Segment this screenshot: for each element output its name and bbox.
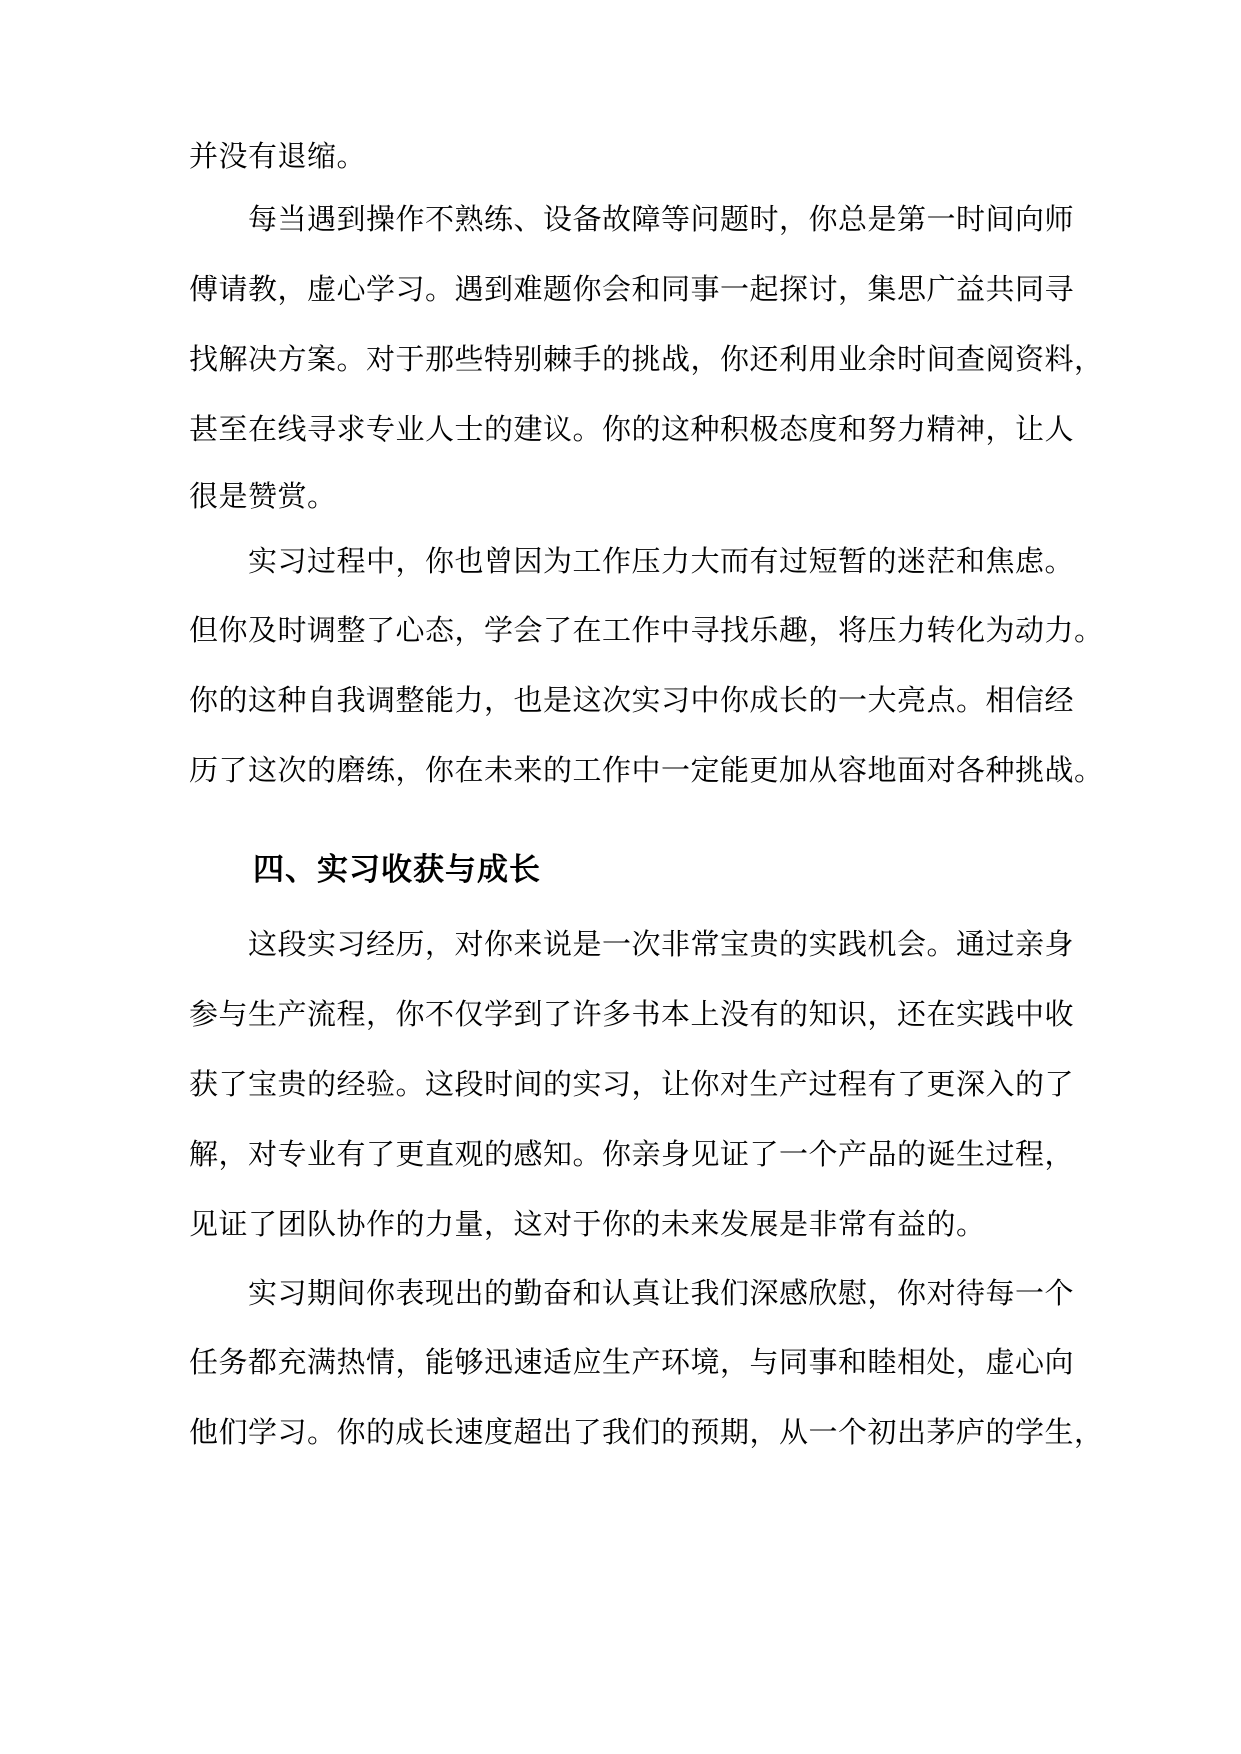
paragraph-line: 他们学习。你的成长速度超出了我们的预期，从一个初出茅庐的学生，	[189, 1415, 1104, 1449]
paragraph-line: 任务都充满热情，能够迅速适应生产环境，与同事和睦相处，虚心向	[189, 1345, 1075, 1379]
paragraph-line: 但你及时调整了心态，学会了在工作中寻找乐趣，将压力转化为动力。	[189, 613, 1104, 647]
paragraph-line: 这段实习经历，对你来说是一次非常宝贵的实践机会。通过亲身	[248, 927, 1075, 961]
paragraph-line: 并没有退缩。	[189, 139, 367, 173]
paragraph-line: 傅请教，虚心学习。遇到难题你会和同事一起探讨，集思广益共同寻	[189, 272, 1075, 306]
paragraph-line: 解，对专业有了更直观的感知。你亲身见证了一个产品的诞生过程，	[189, 1137, 1075, 1171]
paragraph-line: 见证了团队协作的力量，这对于你的未来发展是非常有益的。	[189, 1207, 986, 1241]
paragraph-line: 实习期间你表现出的勤奋和认真让我们深感欣慰，你对待每一个	[248, 1276, 1075, 1310]
paragraph-line: 历了这次的磨练，你在未来的工作中一定能更加从容地面对各种挑战。	[189, 753, 1104, 787]
paragraph-line: 获了宝贵的经验。这段时间的实习，让你对生产过程有了更深入的了	[189, 1067, 1075, 1101]
paragraph-line: 每当遇到操作不熟练、设备故障等问题时，你总是第一时间向师	[248, 202, 1075, 236]
paragraph-line: 很是赞赏。	[189, 479, 337, 513]
paragraph-line: 参与生产流程，你不仅学到了许多书本上没有的知识，还在实践中收	[189, 997, 1075, 1031]
paragraph-line: 甚至在线寻求专业人士的建议。你的这种积极态度和努力精神，让人	[189, 412, 1075, 446]
section-heading: 四、实习收获与成长	[253, 852, 541, 888]
paragraph-line: 找解决方案。对于那些特别棘手的挑战，你还利用业余时间查阅资料，	[189, 342, 1104, 376]
paragraph-line: 实习过程中，你也曾因为工作压力大而有过短暂的迷茫和焦虑。	[248, 544, 1075, 578]
paragraph-line: 你的这种自我调整能力，也是这次实习中你成长的一大亮点。相信经	[189, 683, 1075, 717]
